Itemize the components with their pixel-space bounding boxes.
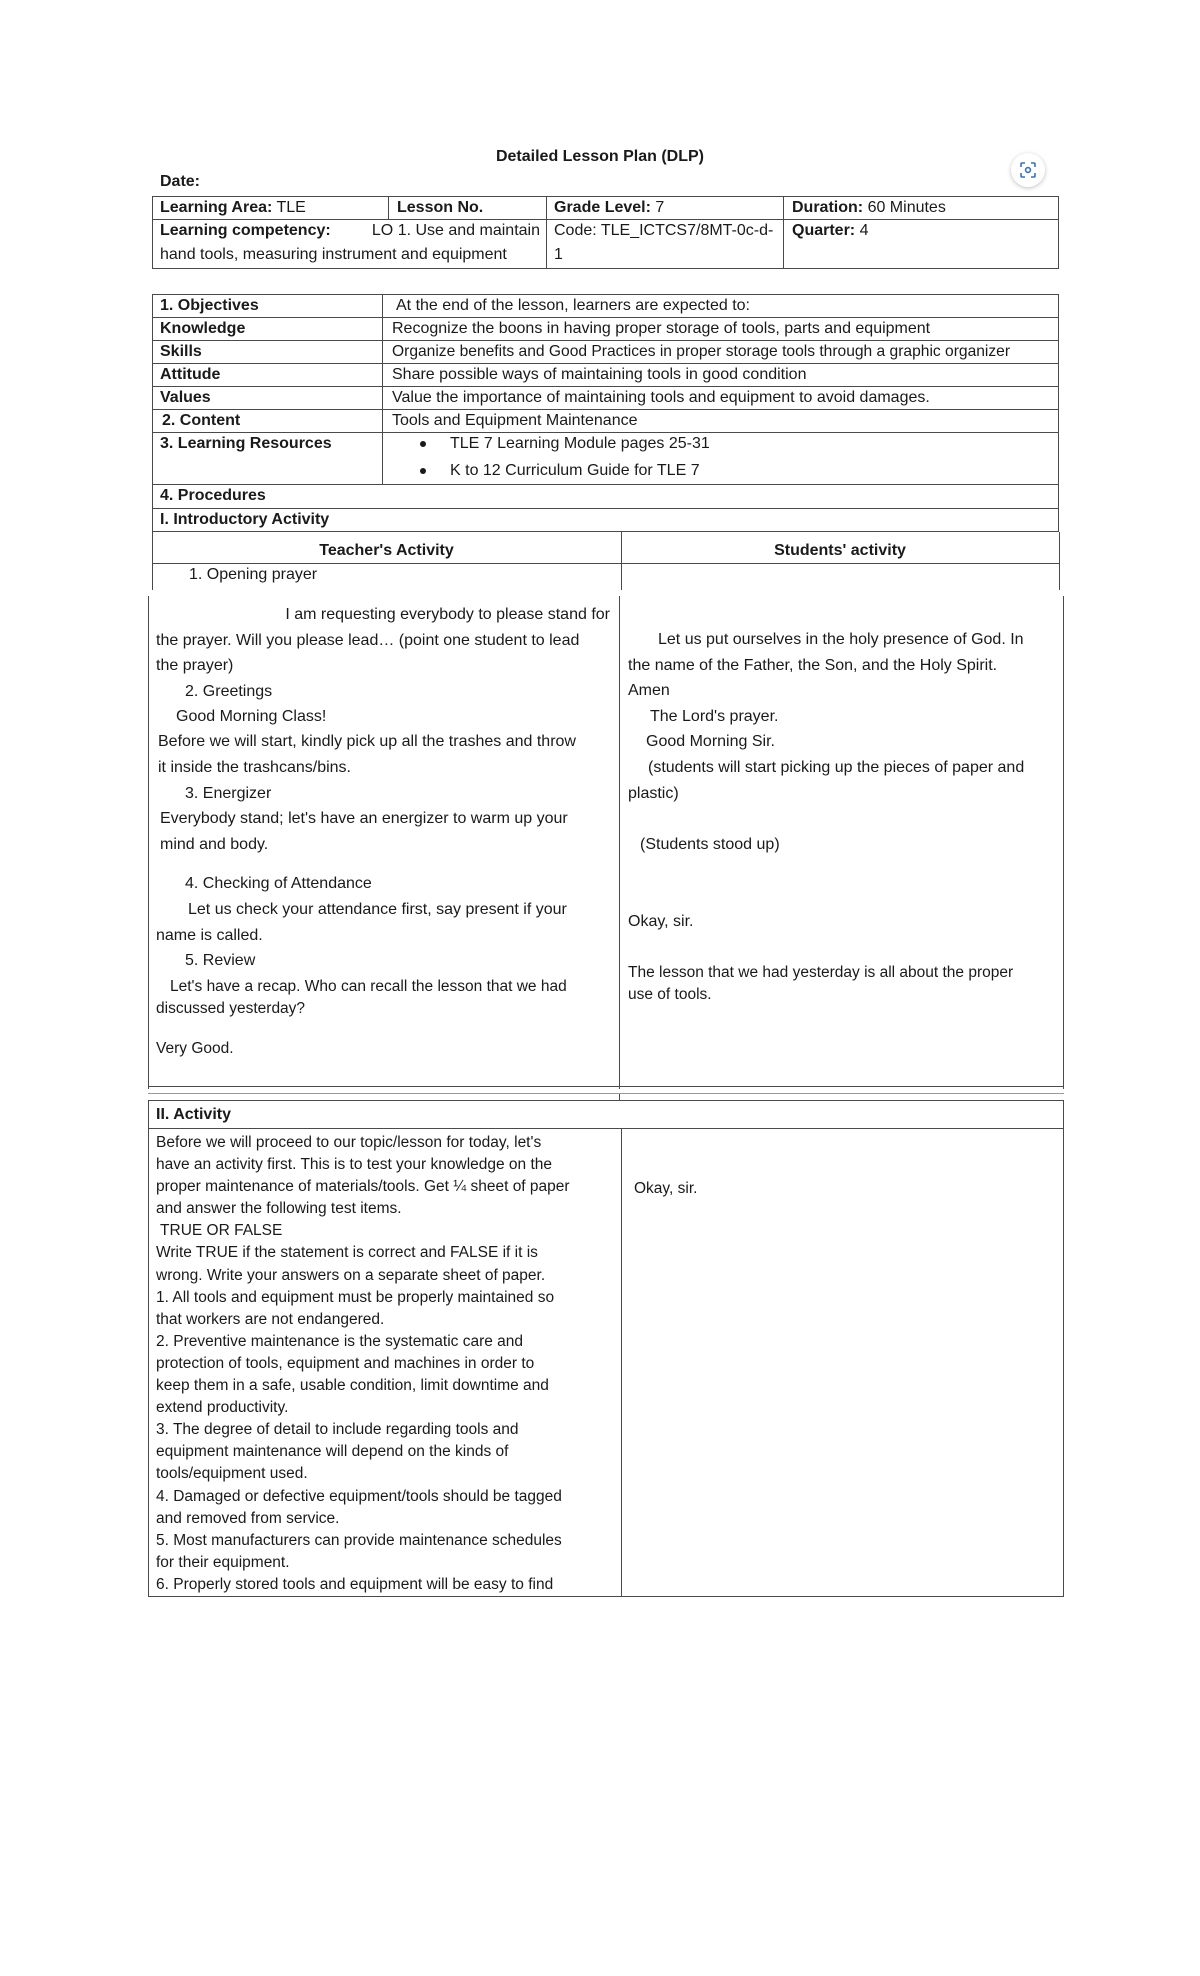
grade-level: Grade Level: 7 <box>554 199 665 216</box>
duration: Duration: 60 Minutes <box>792 199 946 216</box>
student-okay-attendance: Okay, sir. <box>628 913 694 930</box>
review-label: 5. Review <box>185 952 256 969</box>
objectives-intro: At the end of the lesson, learners are expected to: <box>396 297 750 314</box>
student-review-text: The lesson that we had yesterday is all about the proper use of tools. <box>628 964 1014 1003</box>
lesson-no-label: Lesson No. <box>397 199 484 216</box>
teacher-review-text: Let's have a recap. Who can recall the lesson that we had discussed yesterday? <box>156 978 567 1017</box>
objective-text-skills: Organize benefits and Good Practices in proper storage tools through a graphic organizer <box>392 343 1011 360</box>
greetings-label: 2. Greetings <box>185 683 273 700</box>
student-good-morning: Good Morning Sir. <box>646 733 775 750</box>
page-title: Detailed Lesson Plan (DLP) <box>495 148 705 165</box>
student-prayer-text: Let us put ourselves in the holy presence of God. In the name of the Father, the Son, and the Holy Spirit. Amen <box>628 631 1024 699</box>
student-activity-header: Students' activity <box>774 542 906 559</box>
energizer-label: 3. Energizer <box>185 785 272 802</box>
objective-label-knowledge: Knowledge <box>160 320 246 337</box>
teacher-prayer-text: I am requesting everybody to please stand for the prayer. Will you please lead… (point one student to lead the prayer) <box>156 606 610 674</box>
activity-teacher-text: Before we will proceed to our topic/lesson for today, let's have an activity first. This is to test your knowledge on the proper maintenance of materials/tools. Get ¼ sheet of paper and answer the following test items. TRUE OR FALSE Write TRUE if the statement is correct and FALSE if it is wrong. Write your answers on a separate sheet of paper. 1. All tools and equipment must be properly maintained so that workers are not endangered. 2. Preventive maintenance is the systematic care and protection of tools, equipment and machines in order to keep them in a safe, usable condition, limit downtime and extend productivity. 3. The degree of detail to include regarding tools and equipment maintenance will depend on the kinds of tools/equipment used. 4. Damaged or defective equipment/tools should be tagged and removed from service. 5. Most manufacturers can provide maintenance schedules for their equipment. 6. Properly stored tools and equipment will be easy to find <box>156 1134 570 1593</box>
student-lords-prayer: The Lord's prayer. <box>650 708 779 725</box>
introductory-activity-label: I. Introductory Activity <box>160 511 330 528</box>
objective-text-values: Value the importance of maintaining tools and equipment to avoid damages. <box>392 389 930 406</box>
teacher-trash-text: Before we will start, kindly pick up all the trashes and throw it inside the trashcans/bins. <box>158 733 576 776</box>
resource-item: K to 12 Curriculum Guide for TLE 7 <box>420 460 700 482</box>
teacher-energizer-text: Everybody stand; let's have an energizer to warm up your mind and body. <box>160 810 568 853</box>
teacher-attendance-text: Let us check your attendance first, say present if your name is called. <box>156 901 567 944</box>
bullet-icon <box>420 468 426 474</box>
opening-prayer-label: 1. Opening prayer <box>189 566 318 583</box>
student-stood-up: (Students stood up) <box>640 836 780 853</box>
student-pick-text: (students will start picking up the pieces of paper and plastic) <box>628 759 1025 802</box>
teacher-very-good: Very Good. <box>156 1040 234 1057</box>
quarter: Quarter: 4 <box>792 222 869 239</box>
objective-label-values: Values <box>160 389 211 406</box>
objective-label-attitude: Attitude <box>160 366 221 383</box>
date-label: Date: <box>160 173 201 190</box>
code: Code: TLE_ICTCS7/8MT-0c-d- 1 <box>554 222 774 263</box>
content-label: 2. Content <box>162 412 241 429</box>
teacher-activity-header: Teacher's Activity <box>319 542 454 559</box>
resource-item: TLE 7 Learning Module pages 25-31 <box>420 433 710 455</box>
teacher-good-morning: Good Morning Class! <box>176 708 327 725</box>
learning-competency: Learning competency: LO 1. Use and maintain hand tools, measuring instrument and equipment <box>160 222 540 263</box>
content-text: Tools and Equipment Maintenance <box>392 412 638 429</box>
objectives-heading: 1. Objectives <box>160 297 259 314</box>
resources-label: 3. Learning Resources <box>160 435 332 452</box>
objective-text-attitude: Share possible ways of maintaining tools in good condition <box>392 366 807 383</box>
bullet-icon <box>420 441 426 447</box>
objective-label-skills: Skills <box>160 343 202 360</box>
activity-heading: II. Activity <box>156 1106 231 1123</box>
activity-student-reply: Okay, sir. <box>634 1180 698 1197</box>
learning-area: Learning Area: TLE <box>160 199 306 216</box>
procedures-label: 4. Procedures <box>160 487 266 504</box>
objective-text-knowledge: Recognize the boons in having proper storage of tools, parts and equipment <box>392 320 931 337</box>
attendance-label: 4. Checking of Attendance <box>185 875 372 892</box>
